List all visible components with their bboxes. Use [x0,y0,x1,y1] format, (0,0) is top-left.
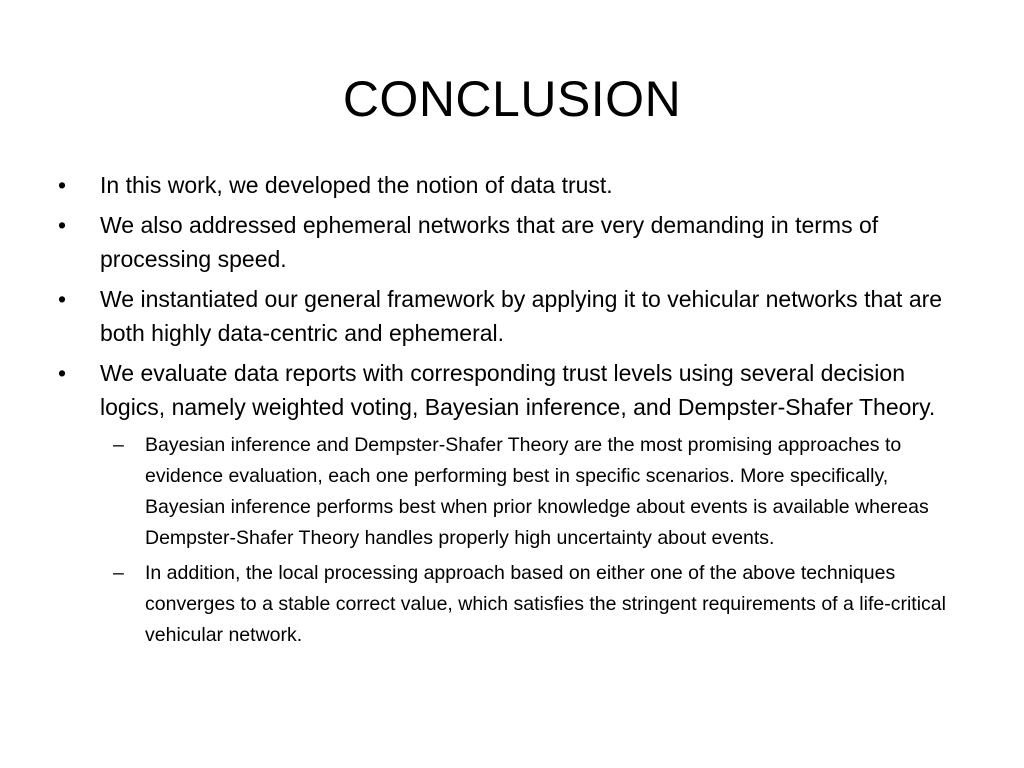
dash-icon: – [113,562,124,584]
sub-bullet-item [100,558,970,651]
sub-bullet-item [100,430,970,554]
bullet-text: We instantiated our general framework by applying it to vehicular networks that are both highly data-centric and ephemeral. [100,286,943,346]
bullet-item [55,356,970,651]
bullet-item [55,168,970,202]
sub-bullet-text: In addition, the local processing approach based on either one of the above techniques converges to a stable correct value, which satisfies the stringent requirements of a life-critical vehicular network. [145,562,946,646]
bullet-text: We evaluate data reports with corresponding trust levels using several decision logics, namely weighted voting, Bayesian inference, and Dempster-Shafer Theory. [100,360,936,420]
sub-bullet-text: Bayesian inference and Dempster-Shafer Theory are the most promising approaches to evidence evaluation, each one performing best in specific scenarios. More specifically, Bayesian inference performs best when prior knowledge about events is available whereas Dempster-Shafer Theory handles properly high uncertainty about events. [145,434,929,549]
slide-body [55,168,970,657]
bullet-icon: • [58,286,67,312]
bullet-text: We also addressed ephemeral networks that are very demanding in terms of processing speed. [100,212,879,272]
bullet-icon: • [58,360,67,386]
bullet-icon: • [58,172,67,198]
bullet-icon: • [58,212,67,238]
sub-bullet-list [100,430,970,651]
bullet-item [55,282,970,350]
bullet-list [55,168,970,651]
bullet-text: In this work, we developed the notion of data trust. [100,172,613,198]
bullet-item [55,208,970,276]
dash-icon: – [113,434,124,456]
slide-title: CONCLUSION [342,71,682,127]
